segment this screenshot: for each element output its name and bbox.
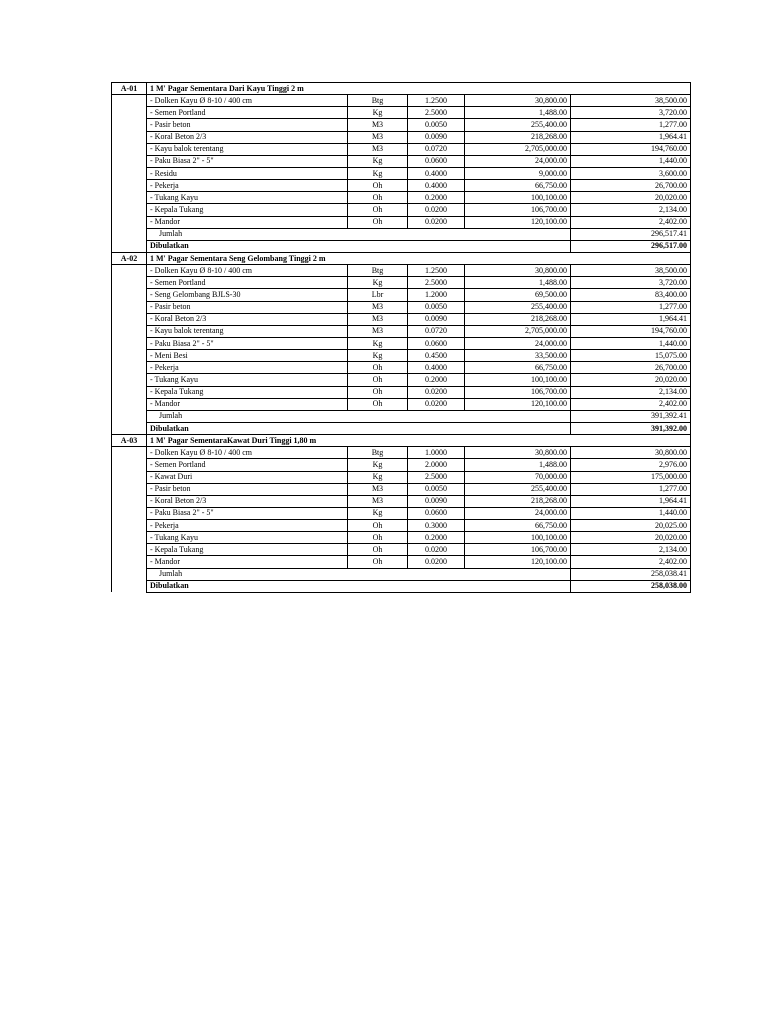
- table-row: [112, 180, 691, 192]
- item-description: - Tukang Kayu: [147, 192, 348, 204]
- code-cell-empty: [112, 277, 147, 289]
- item-total: 1,277.00: [571, 119, 691, 131]
- table-row: [112, 386, 691, 398]
- code-cell-empty: [112, 216, 147, 228]
- code-cell-empty: [112, 374, 147, 386]
- item-coefficient: 0.0050: [408, 119, 465, 131]
- item-coefficient: 0.0090: [408, 495, 465, 507]
- code-cell-empty: [112, 143, 147, 155]
- item-coefficient: 0.0050: [408, 483, 465, 495]
- table-row: [112, 447, 691, 459]
- code-cell-empty: [112, 337, 147, 349]
- dibulatkan-value: 296,517.00: [571, 240, 691, 252]
- item-unit: Kg: [348, 155, 408, 167]
- item-unit: M3: [348, 495, 408, 507]
- item-description: - Paku Biasa 2" - 5": [147, 507, 348, 519]
- item-unit-price: 1,488.00: [465, 277, 571, 289]
- code-cell-empty: [112, 325, 147, 337]
- item-unit-price: 255,400.00: [465, 119, 571, 131]
- code-cell-empty: [112, 422, 147, 434]
- item-coefficient: 0.3000: [408, 520, 465, 532]
- item-unit-price: 106,700.00: [465, 204, 571, 216]
- item-unit-price: 106,700.00: [465, 386, 571, 398]
- item-coefficient: 0.0200: [408, 216, 465, 228]
- item-description: - Kepala Tukang: [147, 386, 348, 398]
- table-row: [112, 155, 691, 167]
- item-description: - Semen Portland: [147, 277, 348, 289]
- item-description: - Pasir beton: [147, 483, 348, 495]
- item-unit-price: 69,500.00: [465, 289, 571, 301]
- item-total: 194,760.00: [571, 325, 691, 337]
- dibulatkan-label: Dibulatkan: [147, 422, 571, 434]
- table-row: [112, 362, 691, 374]
- table-row: [112, 374, 691, 386]
- dibulatkan-value: 258,038.00: [571, 580, 691, 592]
- item-unit-price: 24,000.00: [465, 507, 571, 519]
- code-cell-empty: [112, 350, 147, 362]
- item-unit: Kg: [348, 507, 408, 519]
- item-unit: Lbr: [348, 289, 408, 301]
- table-row: [112, 459, 691, 471]
- item-total: 1,277.00: [571, 301, 691, 313]
- jumlah-value: 391,392.41: [571, 410, 691, 422]
- code-cell-empty: [112, 180, 147, 192]
- item-unit: Kg: [348, 337, 408, 349]
- item-unit: Kg: [348, 459, 408, 471]
- item-description: - Tukang Kayu: [147, 532, 348, 544]
- item-unit: M3: [348, 483, 408, 495]
- item-description: - Koral Beton 2/3: [147, 131, 348, 143]
- table-row: [112, 350, 691, 362]
- item-description: - Pasir beton: [147, 301, 348, 313]
- item-unit: Kg: [348, 277, 408, 289]
- item-description: - Paku Biasa 2" - 5": [147, 337, 348, 349]
- item-description: - Mandor: [147, 398, 348, 410]
- code-cell-empty: [112, 507, 147, 519]
- item-total: 26,700.00: [571, 362, 691, 374]
- item-unit: Btg: [348, 95, 408, 107]
- item-description: - Koral Beton 2/3: [147, 313, 348, 325]
- item-description: - Kawat Duri: [147, 471, 348, 483]
- item-unit-price: 24,000.00: [465, 337, 571, 349]
- table-row: [112, 265, 691, 277]
- item-description: - Residu: [147, 167, 348, 179]
- item-description: - Dolken Kayu Ø 8-10 / 400 cm: [147, 265, 348, 277]
- item-unit-price: 120,100.00: [465, 398, 571, 410]
- item-description: - Koral Beton 2/3: [147, 495, 348, 507]
- item-total: 175,000.00: [571, 471, 691, 483]
- section-title: 1 M' Pagar Sementara Dari Kayu Tinggi 2 m: [147, 83, 691, 95]
- item-coefficient: 0.0200: [408, 544, 465, 556]
- dibulatkan-value: 391,392.00: [571, 422, 691, 434]
- jumlah-label: Jumlah: [147, 228, 571, 240]
- item-total: 3,720.00: [571, 107, 691, 119]
- table-row: [112, 192, 691, 204]
- item-description: - Semen Portland: [147, 107, 348, 119]
- code-cell-empty: [112, 459, 147, 471]
- code-cell-empty: [112, 410, 147, 422]
- item-unit: Kg: [348, 167, 408, 179]
- item-unit: M3: [348, 119, 408, 131]
- item-coefficient: 0.0600: [408, 337, 465, 349]
- item-unit: Btg: [348, 447, 408, 459]
- code-cell-empty: [112, 192, 147, 204]
- item-total: 1,440.00: [571, 337, 691, 349]
- item-coefficient: 0.0720: [408, 325, 465, 337]
- item-unit: Oh: [348, 544, 408, 556]
- jumlah-row: [112, 228, 691, 240]
- item-coefficient: 0.4000: [408, 362, 465, 374]
- item-unit-price: 9,000.00: [465, 167, 571, 179]
- item-coefficient: 1.2000: [408, 289, 465, 301]
- table-row: [112, 131, 691, 143]
- item-unit: M3: [348, 143, 408, 155]
- item-unit-price: 1,488.00: [465, 459, 571, 471]
- table-row: [112, 204, 691, 216]
- item-coefficient: 0.0200: [408, 556, 465, 568]
- table-row: [112, 119, 691, 131]
- item-total: 15,075.00: [571, 350, 691, 362]
- item-total: 2,134.00: [571, 204, 691, 216]
- item-unit: Oh: [348, 532, 408, 544]
- item-coefficient: 0.0200: [408, 398, 465, 410]
- item-unit-price: 106,700.00: [465, 544, 571, 556]
- item-description: - Pekerja: [147, 520, 348, 532]
- table-row: [112, 325, 691, 337]
- code-cell-empty: [112, 313, 147, 325]
- item-unit-price: 100,100.00: [465, 374, 571, 386]
- item-total: 30,800.00: [571, 447, 691, 459]
- section-title: 1 M' Pagar SementaraKawat Duri Tinggi 1,80 m: [147, 435, 691, 447]
- item-total: 3,720.00: [571, 277, 691, 289]
- code-cell-empty: [112, 240, 147, 252]
- item-description: - Tukang Kayu: [147, 374, 348, 386]
- item-total: 20,020.00: [571, 192, 691, 204]
- item-total: 20,025.00: [571, 520, 691, 532]
- code-cell-empty: [112, 556, 147, 568]
- item-unit-price: 70,000.00: [465, 471, 571, 483]
- item-unit-price: 66,750.00: [465, 520, 571, 532]
- item-unit: M3: [348, 313, 408, 325]
- item-coefficient: 0.0600: [408, 155, 465, 167]
- table-row: [112, 167, 691, 179]
- table-row: [112, 471, 691, 483]
- table-row: [112, 337, 691, 349]
- item-total: 3,600.00: [571, 167, 691, 179]
- item-unit: Oh: [348, 520, 408, 532]
- item-total: 20,020.00: [571, 374, 691, 386]
- item-total: 2,134.00: [571, 386, 691, 398]
- item-unit: Oh: [348, 374, 408, 386]
- code-cell-empty: [112, 568, 147, 580]
- jumlah-row: [112, 410, 691, 422]
- item-unit-price: 33,500.00: [465, 350, 571, 362]
- item-unit: Oh: [348, 398, 408, 410]
- item-description: - Dolken Kayu Ø 8-10 / 400 cm: [147, 95, 348, 107]
- jumlah-row: [112, 568, 691, 580]
- item-coefficient: 0.0090: [408, 131, 465, 143]
- table-row: [112, 544, 691, 556]
- item-coefficient: 0.0200: [408, 204, 465, 216]
- table-row: [112, 313, 691, 325]
- code-cell-empty: [112, 520, 147, 532]
- code-cell-empty: [112, 119, 147, 131]
- item-unit: M3: [348, 325, 408, 337]
- item-unit-price: 100,100.00: [465, 192, 571, 204]
- item-unit-price: 255,400.00: [465, 483, 571, 495]
- table-row: [112, 520, 691, 532]
- item-unit: Oh: [348, 386, 408, 398]
- code-cell-empty: [112, 386, 147, 398]
- code-cell-empty: [112, 398, 147, 410]
- table-row: [112, 495, 691, 507]
- item-description: - Kayu balok terentang: [147, 325, 348, 337]
- code-cell-empty: [112, 544, 147, 556]
- item-unit-price: 120,100.00: [465, 216, 571, 228]
- item-total: 38,500.00: [571, 265, 691, 277]
- code-cell-empty: [112, 362, 147, 374]
- item-unit-price: 1,488.00: [465, 107, 571, 119]
- code-cell-empty: [112, 167, 147, 179]
- item-description: - Pekerja: [147, 362, 348, 374]
- item-total: 2,402.00: [571, 216, 691, 228]
- dibulatkan-label: Dibulatkan: [147, 240, 571, 252]
- item-coefficient: 2.0000: [408, 459, 465, 471]
- item-unit-price: 100,100.00: [465, 532, 571, 544]
- dibulatkan-label: Dibulatkan: [147, 580, 571, 592]
- table-row: [112, 107, 691, 119]
- section-header-row: [112, 252, 691, 264]
- item-unit-price: 66,750.00: [465, 180, 571, 192]
- item-description: - Kayu balok terentang: [147, 143, 348, 155]
- table-row: [112, 143, 691, 155]
- table-row: [112, 95, 691, 107]
- code-cell-empty: [112, 107, 147, 119]
- table-row: [112, 532, 691, 544]
- section-code: A-01: [112, 83, 147, 95]
- code-cell-empty: [112, 265, 147, 277]
- item-coefficient: 0.0090: [408, 313, 465, 325]
- item-coefficient: 1.2500: [408, 95, 465, 107]
- section-code: A-03: [112, 435, 147, 447]
- item-total: 83,400.00: [571, 289, 691, 301]
- jumlah-value: 296,517.41: [571, 228, 691, 240]
- item-description: - Seng Gelombang BJLS-30: [147, 289, 348, 301]
- code-cell-empty: [112, 95, 147, 107]
- item-unit-price: 66,750.00: [465, 362, 571, 374]
- item-description: - Mandor: [147, 216, 348, 228]
- item-unit: Oh: [348, 180, 408, 192]
- table-row: [112, 507, 691, 519]
- table-row: [112, 483, 691, 495]
- section-code: A-02: [112, 252, 147, 264]
- item-total: 38,500.00: [571, 95, 691, 107]
- table-row: [112, 277, 691, 289]
- item-unit-price: 30,800.00: [465, 95, 571, 107]
- item-unit: Oh: [348, 556, 408, 568]
- item-description: - Paku Biasa 2" - 5": [147, 155, 348, 167]
- table-row: [112, 301, 691, 313]
- item-coefficient: 0.2000: [408, 532, 465, 544]
- item-total: 20,020.00: [571, 532, 691, 544]
- item-total: 2,976.00: [571, 459, 691, 471]
- table-row: [112, 289, 691, 301]
- code-cell-empty: [112, 131, 147, 143]
- item-total: 2,402.00: [571, 556, 691, 568]
- table-row: [112, 398, 691, 410]
- item-coefficient: 0.4000: [408, 180, 465, 192]
- item-coefficient: 2.5000: [408, 471, 465, 483]
- item-unit-price: 30,800.00: [465, 447, 571, 459]
- code-cell-empty: [112, 471, 147, 483]
- item-description: - Dolken Kayu Ø 8-10 / 400 cm: [147, 447, 348, 459]
- item-unit: Oh: [348, 216, 408, 228]
- item-unit-price: 30,800.00: [465, 265, 571, 277]
- code-cell-empty: [112, 580, 147, 592]
- item-unit-price: 2,705,000.00: [465, 325, 571, 337]
- item-unit: Kg: [348, 107, 408, 119]
- code-cell-empty: [112, 447, 147, 459]
- item-description: - Kepala Tukang: [147, 204, 348, 216]
- code-cell-empty: [112, 301, 147, 313]
- item-coefficient: 2.5000: [408, 107, 465, 119]
- item-total: 2,134.00: [571, 544, 691, 556]
- item-coefficient: 0.0200: [408, 386, 465, 398]
- item-total: 1,440.00: [571, 155, 691, 167]
- item-description: - Pekerja: [147, 180, 348, 192]
- item-total: 1,440.00: [571, 507, 691, 519]
- item-coefficient: 0.0600: [408, 507, 465, 519]
- jumlah-label: Jumlah: [147, 568, 571, 580]
- item-unit: M3: [348, 301, 408, 313]
- code-cell-empty: [112, 495, 147, 507]
- item-description: - Pasir beton: [147, 119, 348, 131]
- code-cell-empty: [112, 204, 147, 216]
- dibulatkan-row: [112, 240, 691, 252]
- item-unit: Oh: [348, 204, 408, 216]
- item-total: 1,964.41: [571, 495, 691, 507]
- code-cell-empty: [112, 155, 147, 167]
- code-cell-empty: [112, 532, 147, 544]
- item-total: 1,964.41: [571, 313, 691, 325]
- item-total: 1,964.41: [571, 131, 691, 143]
- table-row: [112, 216, 691, 228]
- item-coefficient: 0.0720: [408, 143, 465, 155]
- item-description: - Mandor: [147, 556, 348, 568]
- dibulatkan-row: [112, 422, 691, 434]
- code-cell-empty: [112, 483, 147, 495]
- item-coefficient: 0.0050: [408, 301, 465, 313]
- item-unit-price: 255,400.00: [465, 301, 571, 313]
- item-unit-price: 120,100.00: [465, 556, 571, 568]
- item-unit-price: 24,000.00: [465, 155, 571, 167]
- item-coefficient: 1.2500: [408, 265, 465, 277]
- item-total: 1,277.00: [571, 483, 691, 495]
- jumlah-value: 258,038.41: [571, 568, 691, 580]
- item-coefficient: 0.4000: [408, 167, 465, 179]
- item-unit-price: 2,705,000.00: [465, 143, 571, 155]
- cost-analysis-table: [111, 82, 691, 593]
- code-cell-empty: [112, 289, 147, 301]
- item-unit: Oh: [348, 192, 408, 204]
- item-total: 26,700.00: [571, 180, 691, 192]
- jumlah-label: Jumlah: [147, 410, 571, 422]
- section-title: 1 M' Pagar Sementara Seng Gelombang Tinggi 2 m: [147, 252, 691, 264]
- item-coefficient: 0.2000: [408, 374, 465, 386]
- item-unit-price: 218,268.00: [465, 495, 571, 507]
- table-body: [112, 83, 691, 593]
- item-unit-price: 218,268.00: [465, 131, 571, 143]
- item-coefficient: 2.5000: [408, 277, 465, 289]
- item-coefficient: 1.0000: [408, 447, 465, 459]
- item-coefficient: 0.4500: [408, 350, 465, 362]
- section-header-row: [112, 83, 691, 95]
- item-unit: Oh: [348, 362, 408, 374]
- item-description: - Meni Besi: [147, 350, 348, 362]
- item-description: - Semen Portland: [147, 459, 348, 471]
- table-row: [112, 556, 691, 568]
- dibulatkan-row: [112, 580, 691, 592]
- section-header-row: [112, 435, 691, 447]
- item-description: - Kepala Tukang: [147, 544, 348, 556]
- item-unit: M3: [348, 131, 408, 143]
- item-unit: Kg: [348, 471, 408, 483]
- item-coefficient: 0.2000: [408, 192, 465, 204]
- item-unit: Btg: [348, 265, 408, 277]
- code-cell-empty: [112, 228, 147, 240]
- item-total: 194,760.00: [571, 143, 691, 155]
- item-unit-price: 218,268.00: [465, 313, 571, 325]
- item-total: 2,402.00: [571, 398, 691, 410]
- item-unit: Kg: [348, 350, 408, 362]
